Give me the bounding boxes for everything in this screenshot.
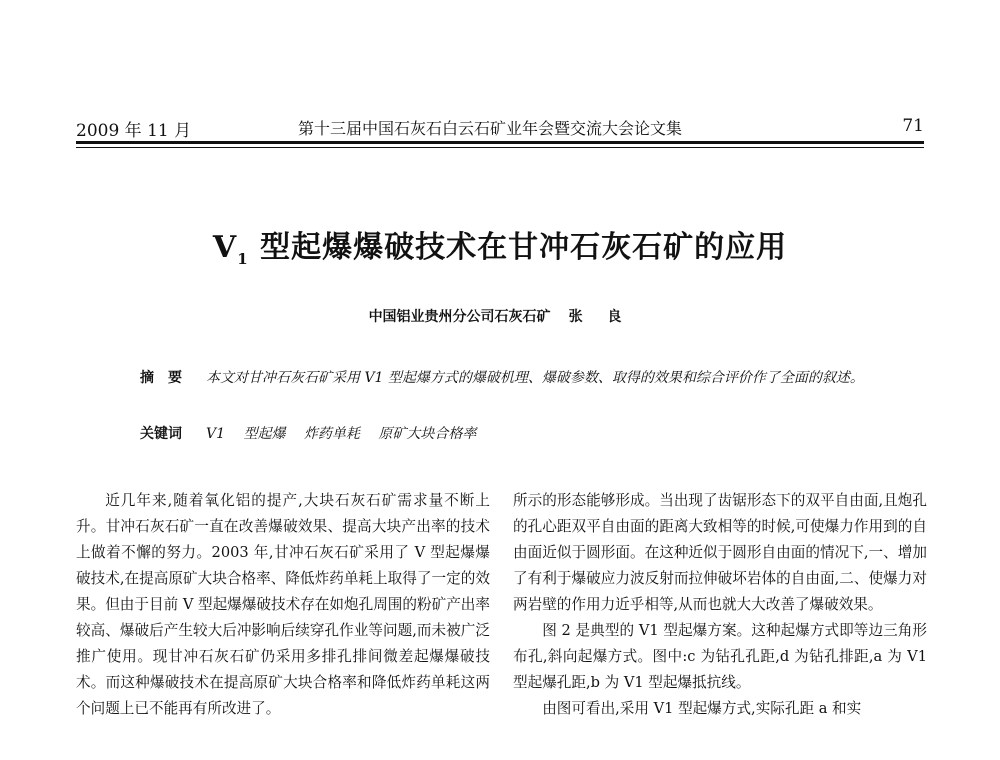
- body-paragraph: 由图可看出,采用 V1 型起爆方式,实际孔距 a 和实: [542, 700, 862, 717]
- journal-title: 第十三届中国石灰石白云石矿业年会暨交流大会论文集: [298, 119, 683, 138]
- header-rule-thin: [76, 147, 924, 148]
- affiliation-line: [0, 306, 1000, 326]
- body-column-left: [76, 488, 490, 722]
- title-rest: 型起爆爆破技术在甘冲石灰石矿的应用: [248, 230, 788, 265]
- running-header: [76, 116, 924, 140]
- body-paragraph: 图 2 是典型的 V1 型起爆方案。这种起爆方式即等边三角形布孔,斜向起爆方式。图中:c 为钻孔孔距,d 为钻孔排距,a 为 V1 型起爆孔距,b 为 V1 型起爆抵抗线。: [513, 622, 927, 691]
- organization: 中国铝业贵州分公司石灰石矿: [368, 309, 551, 325]
- body-column-right: [513, 488, 927, 722]
- body-paragraph: 所示的形态能够形成。当出现了齿锯形态下的双平自由面,且炮孔的孔心距双平自由面的距离大致相等的时候,可使爆力作用到的自由面近似于圆形面。在这种近似于圆形自由面的情况下,一、增加了有利于爆破应力波反射而拉伸破坏岩体的自由面,二、使爆力对两岩壁的作用力近乎相等,从而也就大大改善了爆破效果。: [513, 492, 927, 613]
- header-rule-thick: [76, 141, 924, 144]
- title-subscript: 1: [237, 250, 249, 268]
- page-number: 71: [902, 116, 924, 136]
- keywords-text: V1 型起爆 炸药单耗 原矿大块合格率: [206, 426, 477, 442]
- issue-date: 2009 年 11 月: [76, 121, 192, 141]
- body-paragraph: 近几年来,随着氧化铝的提产,大块石灰石矿需求量不断上升。甘冲石灰石矿一直在改善爆破效果、提高大块产出率的技术上做着不懈的努力。2003 年,甘冲石灰石矿采用了 V 型起爆爆破技术,在提高原矿大块合格率、降低炸药单耗上取得了一定的效果。但由于目前 V 型起爆爆破技术存在如炮孔周围的粉矿产出率较高、爆破后产生较大后冲影响后续穿孔作业等问题,而未被广泛推广使用。现甘冲石灰石矿仍采用多排孔排间微差起爆爆破技术。而这种爆破技术在提高原矿大块合格率和降低炸药单耗这两个问题上已不能再有所改进了。: [76, 492, 490, 717]
- title-prefix: V: [212, 230, 238, 265]
- paper-title: [0, 222, 1000, 268]
- author-name: 张 良: [568, 309, 632, 325]
- keywords-label: 关键词: [140, 426, 182, 442]
- abstract-label: 摘要: [140, 370, 196, 386]
- abstract-text: 本文对甘冲石灰石矿采用 V1 型起爆方式的爆破机理、爆破参数、取得的效果和综合评价作了全面的叙述。: [206, 370, 864, 386]
